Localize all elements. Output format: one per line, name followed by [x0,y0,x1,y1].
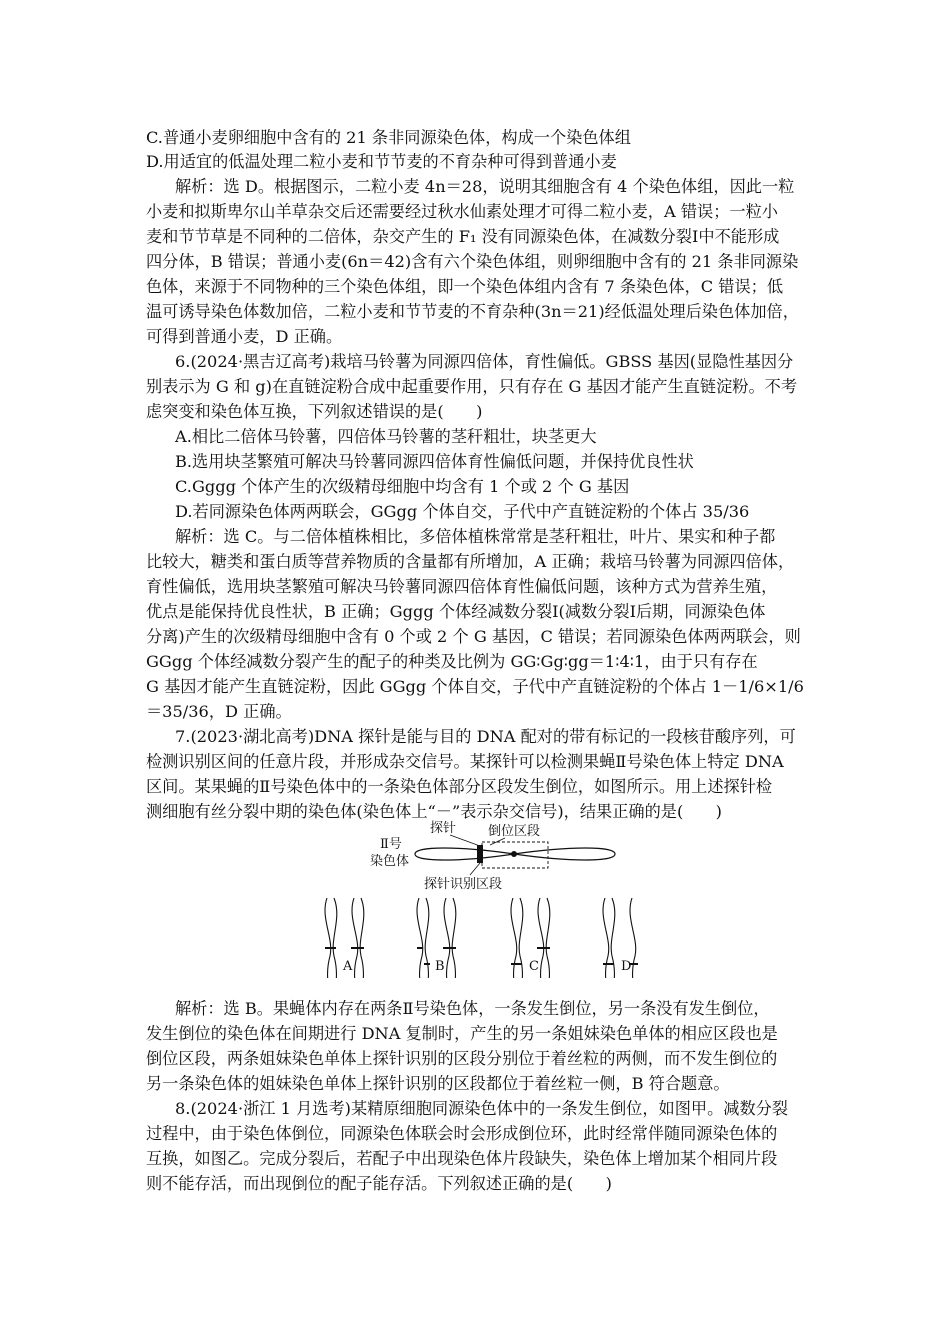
analysis-line: 比较大，糖类和蛋白质等营养物质的含量都有所增加，A 正确；栽培马铃薯为同源四倍体， [146,552,795,571]
option-d-label: D [621,959,632,974]
question-line: 区间。某果蝇的Ⅱ号染色体中的一条染色体部分区段发生倒位，如图所示。用上述探针检 [146,777,773,796]
option-c-label: C [529,959,539,974]
option-line: C.Gggg 个体产生的次级精母细胞中均含有 1 个或 2 个 G 基因 [175,477,630,496]
option-line: A.相比二倍体马铃薯，四倍体马铃薯的茎秆粗壮，块茎更大 [175,427,597,446]
question-line: 测细胞有丝分裂中期的染色体(染色体上“－”表示杂交信号)，结果正确的是( ) [146,802,722,821]
chromosome-ii [415,835,615,875]
question-line: 过程中，由于染色体倒位，同源染色体联会时会形成倒位环，此时经常伴随同源染色体的 [146,1124,778,1143]
analysis-line: 育性偏低，选用块茎繁殖可解决马铃薯同源四倍体育性偏低问题，该种方式为营养生殖， [146,577,778,596]
analysis-line: 发生倒位的染色体在间期进行 DNA 复制时，产生的另一条姐妹染色单体的相应区段也是 [146,1024,778,1043]
option-line: B.选用块茎繁殖可解决马铃薯同源四倍体育性偏低问题，并保持优良性状 [175,452,694,471]
label-inversion: 倒位区段 [488,824,541,839]
label-chromosome: Ⅱ号 [380,837,402,852]
analysis-line: ＝35/36，D 正确。 [146,702,292,721]
chromosome-figure [300,818,640,978]
analysis-line: 小麦和拟斯卑尔山羊草杂交后还需要经过秋水仙素处理才可得二粒小麦，A 错误；一粒小 [146,202,778,221]
question-line: 虑突变和染色体互换，下列叙述错误的是( ) [146,402,483,421]
centromere [511,851,517,857]
label-chromosome-2: 染色体 [370,854,410,869]
option-a-label: A [343,959,353,974]
analysis-line: 解析：选 B。果蝇体内存在两条Ⅱ号染色体，一条发生倒位，另一条没有发生倒位， [175,999,770,1018]
analysis-line: G 基因才能产生直链淀粉，因此 GGgg 个体自交，子代中产直链淀粉的个体占 1－1/6×1/6 [146,677,804,696]
option-line: C.普通小麦卵细胞中含有的 21 条非同源染色体，构成一个染色体组 [146,128,631,147]
analysis-line: 四分体，B 错误；普通小麦(6n＝42)含有六个染色体组，则卵细胞中含有的 21 条非同源染 [146,252,799,271]
analysis-line: 倒位区段，两条姐妹染色单体上探针识别的区段分别位于着丝粒的两侧，而不发生倒位的 [146,1049,778,1068]
analysis-line: 可得到普通小麦，D 正确。 [146,327,343,346]
analysis-line: 麦和节节草是不同种的二倍体，杂交产生的 F₁ 没有同源染色体，在减数分裂Ⅰ中不能形成 [146,227,780,246]
question-line: 则不能存活，而出现倒位的配子能存活。下列叙述正确的是( ) [146,1174,612,1193]
analysis-line: 解析：选 D。根据图示，二粒小麦 4n＝28，说明其细胞含有 4 个染色体组，因此一粒 [175,177,795,196]
analysis-line: 另一条染色体的姐妹染色单体上探针识别的区段都位于着丝粒一侧，B 符合题意。 [146,1074,730,1093]
analysis-line: 分离)产生的次级精母细胞中含有 0 个或 2 个 G 基因，C 错误；若同源染色体两两联会，则 [146,627,801,646]
label-probe-region: 探针识别区段 [424,877,503,892]
question-line: 别表示为 G 和 g)在直链淀粉合成中起重要作用，只有存在 G 基因才能产生直链淀粉。不考 [146,377,798,396]
question-line: 检测识别区间的任意片段，并形成杂交信号。某探针可以检测果蝇Ⅱ号染色体上特定 DNA [146,752,784,771]
option-line: D.用适宜的低温处理二粒小麦和节节麦的不育杂种可得到普通小麦 [146,152,617,171]
question-line: 7.(2023·湖北高考)DNA 探针是能与目的 DNA 配对的带有标记的一段核苷酸序列，可 [175,727,796,746]
option-line: D.若同源染色体两两联会，GGgg 个体自交，子代中产直链淀粉的个体占 35/36 [175,502,750,521]
question-line: 6.(2024·黑吉辽高考)栽培马铃薯为同源四倍体，育性偏低。GBSS 基因(显隐性基因分 [175,352,794,371]
analysis-line: 色体，来源于不同物种的三个染色体组，即一个染色体组内含有 7 条染色体，C 错误；低 [146,277,784,296]
analysis-line: 解析：选 C。与二倍体植株相比，多倍体植株常常是茎秆粗壮，叶片、果实和种子都 [175,527,776,546]
analysis-line: GGgg 个体经减数分裂产生的配子的种类及比例为 GG∶Gg∶gg＝1∶4∶1，由于只有存在 [146,652,758,671]
analysis-line: 优点是能保持优良性状，B 正确；Gggg 个体经减数分裂Ⅰ(减数分裂Ⅰ后期，同源染色体 [146,602,766,621]
option-b-label: B [435,959,445,974]
analysis-line: 温可诱导染色体数加倍，二粒小麦和节节麦的不育杂种(3n＝21)经低温处理后染色体加倍， [146,302,799,321]
label-probe: 探针 [430,821,457,836]
question-line: 8.(2024·浙江 1 月选考)某精原细胞同源染色体中的一条发生倒位，如图甲。减数分裂 [175,1099,789,1118]
question-line: 互换，如图乙。完成分裂后，若配子中出现染色体片段缺失，染色体上增加某个相同片段 [146,1149,778,1168]
